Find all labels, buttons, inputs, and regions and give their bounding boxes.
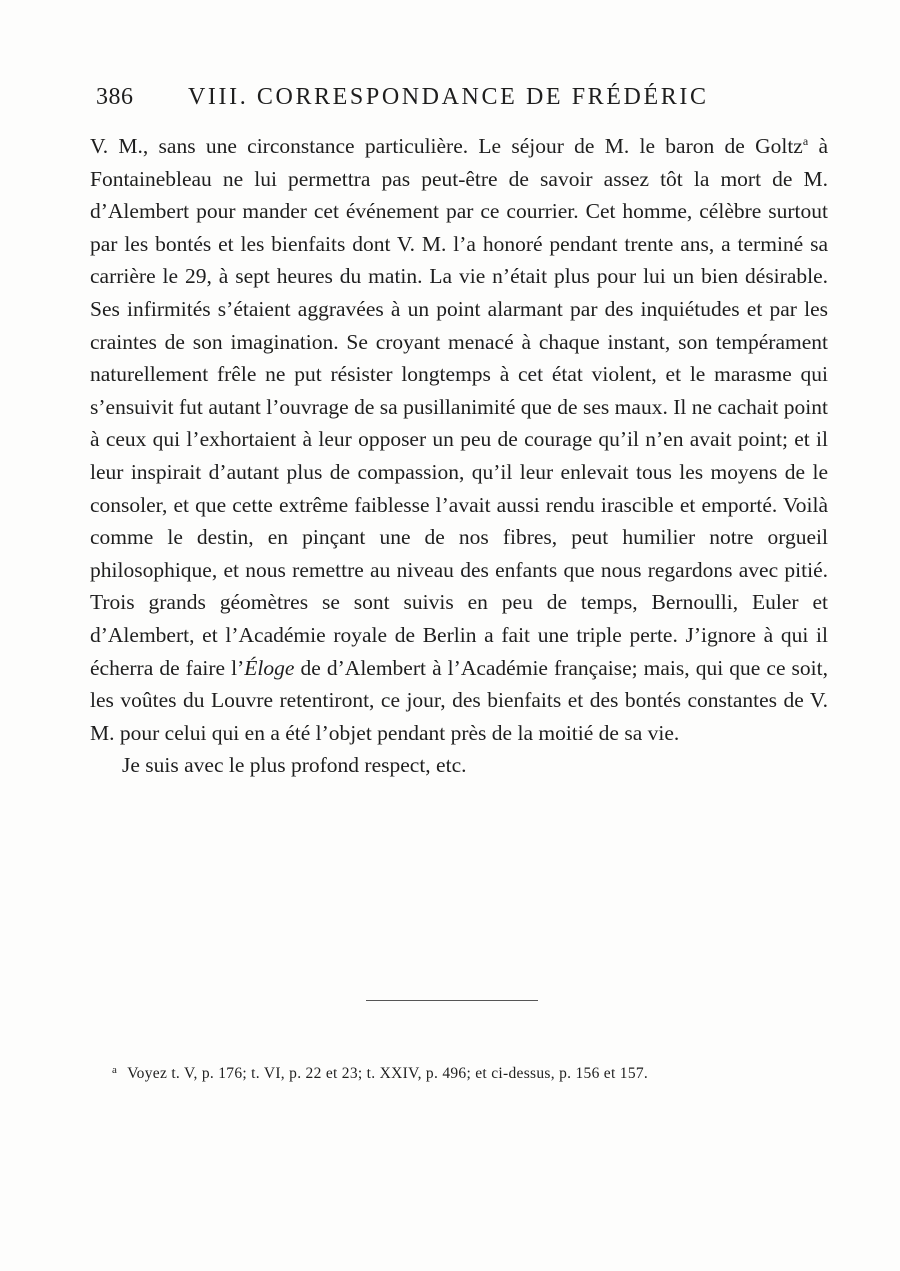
closing-formula: Je suis avec le plus profond respect, etc. — [122, 753, 467, 778]
footnote — [112, 1064, 812, 1083]
chapter-title: VIII. CORRESPONDANCE DE FRÉDÉRIC — [188, 84, 709, 110]
italic-title-eloge: Éloge — [244, 655, 295, 680]
paragraph-text-part2: à Fontainebleau ne lui permettra pas peut-être de savoir assez tôt la mort de M. d’Alembert pour mander cet événement par ce courrier. Cet homme, célèbre surtout par les bontés et les bienfaits dont V. M. l’a honoré pendant trente ans, a terminé sa carrière le 29, à sept heures du matin. La vie n’était plus pour lui un bien désirable. Ses infirmités s’étaient aggravées à un point alarmant par des inquiétudes et par les craintes de son imagination. Se croyant menacé à chaque instant, son tempérament naturellement frêle ne put résister longtemps à cet état violent, et le marasme qui s’ensuivit fut autant l’ouvrage de sa pusillanimité que de ses maux. Il ne cachait point à ceux qui l’exhortaient à leur opposer un peu de courage qu’il n’en avait point; et il leur inspirait d’autant plus de compassion, qu’il leur enlevait tous les moyens de le consoler, et que cette extrême faiblesse l’avait aussi rendu irascible et emporté. Voilà comme le destin, en pinçant une de nos fibres, peut humilier notre orgueil philosophique, et nous remettre au niveau des enfants que nous regardons avec pitié. Trois grands géomètres se sont suivis en peu de temps, Bernoulli, Euler et d’Alembert, et l’Académie royale de Berlin a fait une triple perte. J’ignore à qui il écherra de faire l’ — [90, 134, 829, 680]
letter-paragraph — [90, 130, 828, 749]
footnote-marker: a — [112, 1064, 118, 1076]
paragraph-text-part3: de d’Alembert à l’Académie française; mais, qui que ce soit, les voûtes du Louvre retentiront, ce jour, des bienfaits et des bontés constantes de V. M. pour celui qui en a été l’objet pendant près de la moitié de sa vie. — [90, 655, 828, 745]
letter-body — [90, 130, 828, 782]
footnote-divider — [366, 1000, 538, 1001]
running-head — [96, 84, 816, 118]
footnote-text: Voyez t. V, p. 176; t. VI, p. 22 et 23; t. XXIV, p. 496; et ci-dessus, p. 156 et 157. — [127, 1065, 649, 1082]
page-number: 386 — [96, 84, 134, 110]
paragraph-text-part1: V. M., sans une circonstance particulière. Le séjour de M. le baron de Goltz — [90, 134, 803, 158]
footnote-reference: a — [802, 134, 809, 148]
